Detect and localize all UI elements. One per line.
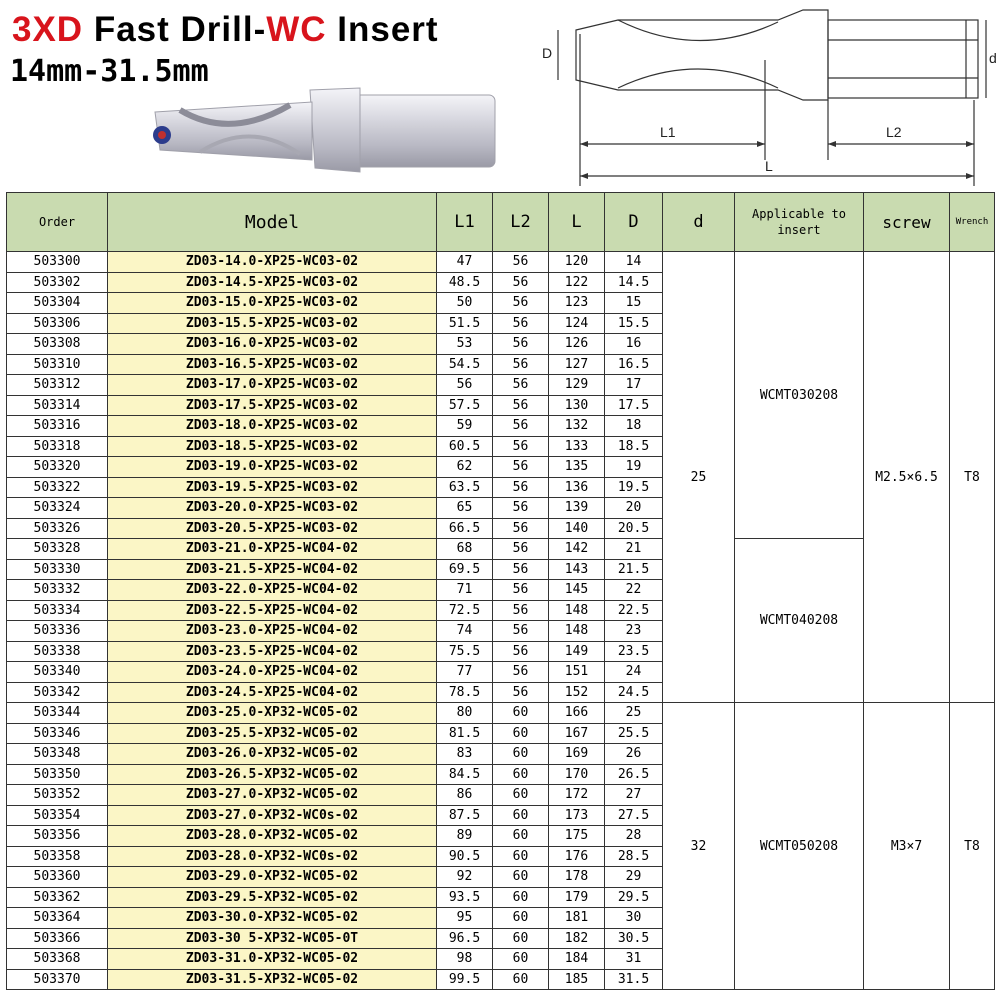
cell-l: 151	[549, 662, 605, 683]
cell-l1: 81.5	[437, 723, 493, 744]
cell-order: 503312	[7, 375, 108, 396]
page-title	[12, 8, 439, 52]
cell-d: 25	[605, 703, 663, 724]
cell-order: 503346	[7, 723, 108, 744]
header-insert-line2: insert	[777, 223, 821, 237]
cell-l: 148	[549, 600, 605, 621]
cell-model: ZD03-30 5-XP32-WC05-0T	[108, 928, 437, 949]
cell-l1: 84.5	[437, 764, 493, 785]
cell-l: 167	[549, 723, 605, 744]
cell-model: ZD03-24.0-XP25-WC04-02	[108, 662, 437, 683]
cell-l: 172	[549, 785, 605, 806]
cell-l: 170	[549, 764, 605, 785]
table-row	[7, 539, 995, 560]
cell-l1: 53	[437, 334, 493, 355]
cell-order: 503350	[7, 764, 108, 785]
header-insert	[735, 193, 864, 252]
cell-l1: 86	[437, 785, 493, 806]
cell-d: 31.5	[605, 969, 663, 990]
cell-l: 166	[549, 703, 605, 724]
cell-d: 20	[605, 498, 663, 519]
cell-l2: 56	[493, 354, 549, 375]
label-L: L	[765, 158, 773, 174]
title-suffix: Insert	[326, 10, 439, 49]
cell-d: 23	[605, 621, 663, 642]
cell-l1: 72.5	[437, 600, 493, 621]
cell-l2: 56	[493, 293, 549, 314]
cell-l1: 80	[437, 703, 493, 724]
cell-l: 135	[549, 457, 605, 478]
cell-l2: 60	[493, 908, 549, 929]
cell-l1: 74	[437, 621, 493, 642]
cell-model: ZD03-16.0-XP25-WC03-02	[108, 334, 437, 355]
cell-model: ZD03-20.5-XP25-WC03-02	[108, 518, 437, 539]
cell-l2: 60	[493, 764, 549, 785]
cell-l2: 56	[493, 518, 549, 539]
cell-order: 503306	[7, 313, 108, 334]
cell-l1: 78.5	[437, 682, 493, 703]
cell-model: ZD03-18.5-XP25-WC03-02	[108, 436, 437, 457]
cell-l: 143	[549, 559, 605, 580]
insert-wcmt030208: WCMT030208	[735, 252, 864, 539]
header-l: L	[549, 193, 605, 252]
cell-l2: 60	[493, 846, 549, 867]
cell-model: ZD03-22.5-XP25-WC04-02	[108, 600, 437, 621]
cell-l1: 87.5	[437, 805, 493, 826]
cell-model: ZD03-27.0-XP32-WC0s-02	[108, 805, 437, 826]
cell-l1: 65	[437, 498, 493, 519]
cell-l1: 98	[437, 949, 493, 970]
cell-l: 122	[549, 272, 605, 293]
cell-d: 27.5	[605, 805, 663, 826]
cell-d: 17	[605, 375, 663, 396]
cell-l2: 60	[493, 867, 549, 888]
technical-drawing	[528, 0, 1000, 190]
cell-model: ZD03-30.0-XP32-WC05-02	[108, 908, 437, 929]
cell-model: ZD03-19.5-XP25-WC03-02	[108, 477, 437, 498]
spec-table	[6, 192, 995, 990]
cell-d: 23.5	[605, 641, 663, 662]
drill-photo	[140, 80, 520, 190]
cell-order: 503366	[7, 928, 108, 949]
cell-l: 178	[549, 867, 605, 888]
cell-l2: 56	[493, 334, 549, 355]
cell-l2: 56	[493, 477, 549, 498]
size-range: 14mm-31.5mm	[10, 54, 209, 89]
cell-model: ZD03-14.0-XP25-WC03-02	[108, 252, 437, 273]
header-order: Order	[7, 193, 108, 252]
cell-l2: 56	[493, 375, 549, 396]
cell-l1: 66.5	[437, 518, 493, 539]
cell-l1: 59	[437, 416, 493, 437]
cell-d: 31	[605, 949, 663, 970]
cell-order: 503342	[7, 682, 108, 703]
table-row	[7, 252, 995, 273]
cell-model: ZD03-17.5-XP25-WC03-02	[108, 395, 437, 416]
title-accent: WC	[266, 10, 327, 49]
cell-l: 129	[549, 375, 605, 396]
cell-l1: 92	[437, 867, 493, 888]
cell-model: ZD03-27.0-XP32-WC05-02	[108, 785, 437, 806]
cell-model: ZD03-23.5-XP25-WC04-02	[108, 641, 437, 662]
cell-l2: 56	[493, 662, 549, 683]
cell-d: 28.5	[605, 846, 663, 867]
cell-l2: 56	[493, 272, 549, 293]
cell-l2: 60	[493, 928, 549, 949]
cell-model: ZD03-25.5-XP32-WC05-02	[108, 723, 437, 744]
cell-d: 16.5	[605, 354, 663, 375]
cell-l: 148	[549, 621, 605, 642]
cell-l2: 60	[493, 887, 549, 908]
cell-model: ZD03-20.0-XP25-WC03-02	[108, 498, 437, 519]
cell-model: ZD03-21.0-XP25-WC04-02	[108, 539, 437, 560]
cell-d: 29	[605, 867, 663, 888]
cell-l1: 89	[437, 826, 493, 847]
cell-d: 22	[605, 580, 663, 601]
cell-l: 124	[549, 313, 605, 334]
wrench-t8-b: T8	[950, 703, 995, 990]
cell-l1: 96.5	[437, 928, 493, 949]
wrench-t8-a: T8	[950, 252, 995, 703]
cell-l2: 56	[493, 621, 549, 642]
cell-order: 503324	[7, 498, 108, 519]
label-L2: L2	[886, 124, 902, 140]
cell-model: ZD03-29.5-XP32-WC05-02	[108, 887, 437, 908]
cell-l: 133	[549, 436, 605, 457]
cell-d: 19.5	[605, 477, 663, 498]
header-wrench: Wrench	[950, 193, 995, 252]
cell-d: 21.5	[605, 559, 663, 580]
cell-d: 19	[605, 457, 663, 478]
cell-l2: 56	[493, 436, 549, 457]
cell-d: 15	[605, 293, 663, 314]
cell-order: 503316	[7, 416, 108, 437]
cell-l2: 56	[493, 395, 549, 416]
cell-l1: 69.5	[437, 559, 493, 580]
cell-l2: 56	[493, 641, 549, 662]
label-D: D	[542, 45, 553, 61]
label-d: d	[989, 50, 997, 66]
cell-model: ZD03-15.5-XP25-WC03-02	[108, 313, 437, 334]
cell-l: 120	[549, 252, 605, 273]
cell-l1: 83	[437, 744, 493, 765]
cell-order: 503340	[7, 662, 108, 683]
cell-order: 503352	[7, 785, 108, 806]
cell-l2: 56	[493, 498, 549, 519]
cell-l2: 56	[493, 313, 549, 334]
cell-l1: 56	[437, 375, 493, 396]
cell-l: 145	[549, 580, 605, 601]
label-L1: L1	[660, 124, 676, 140]
cell-d: 21	[605, 539, 663, 560]
cell-l1: 77	[437, 662, 493, 683]
cell-d: 16	[605, 334, 663, 355]
cell-l1: 60.5	[437, 436, 493, 457]
cell-l: 175	[549, 826, 605, 847]
cell-model: ZD03-29.0-XP32-WC05-02	[108, 867, 437, 888]
cell-model: ZD03-28.0-XP32-WC0s-02	[108, 846, 437, 867]
cell-order: 503334	[7, 600, 108, 621]
cell-order: 503338	[7, 641, 108, 662]
cell-order: 503364	[7, 908, 108, 929]
cell-order: 503314	[7, 395, 108, 416]
cell-l2: 56	[493, 580, 549, 601]
cell-l1: 50	[437, 293, 493, 314]
cell-l1: 68	[437, 539, 493, 560]
cell-model: ZD03-16.5-XP25-WC03-02	[108, 354, 437, 375]
header-insert-line1: Applicable to	[752, 207, 846, 221]
cell-d: 30.5	[605, 928, 663, 949]
header-screw: screw	[864, 193, 950, 252]
cell-order: 503304	[7, 293, 108, 314]
screw-m3: M3×7	[864, 703, 950, 990]
header-l2: L2	[493, 193, 549, 252]
cell-order: 503336	[7, 621, 108, 642]
cell-order: 503322	[7, 477, 108, 498]
cell-l: 136	[549, 477, 605, 498]
insert-wcmt050208: WCMT050208	[735, 703, 864, 990]
cell-l2: 60	[493, 744, 549, 765]
cell-l: 184	[549, 949, 605, 970]
cell-d: 29.5	[605, 887, 663, 908]
cell-l1: 57.5	[437, 395, 493, 416]
cell-l2: 56	[493, 559, 549, 580]
cell-model: ZD03-21.5-XP25-WC04-02	[108, 559, 437, 580]
cell-d: 14.5	[605, 272, 663, 293]
screw-m25: M2.5×6.5	[864, 252, 950, 703]
cell-d: 25.5	[605, 723, 663, 744]
cell-order: 503356	[7, 826, 108, 847]
cell-l: 140	[549, 518, 605, 539]
cell-l1: 51.5	[437, 313, 493, 334]
cell-l1: 93.5	[437, 887, 493, 908]
cell-order: 503360	[7, 867, 108, 888]
cell-l2: 60	[493, 826, 549, 847]
cell-order: 503368	[7, 949, 108, 970]
cell-order: 503302	[7, 272, 108, 293]
header-l1: L1	[437, 193, 493, 252]
cell-order: 503358	[7, 846, 108, 867]
cell-order: 503344	[7, 703, 108, 724]
cell-d: 27	[605, 785, 663, 806]
cell-l1: 90.5	[437, 846, 493, 867]
cell-model: ZD03-31.5-XP32-WC05-02	[108, 969, 437, 990]
cell-l1: 71	[437, 580, 493, 601]
cell-d: 30	[605, 908, 663, 929]
cell-l: 173	[549, 805, 605, 826]
title-prefix: 3XD	[12, 10, 84, 49]
cell-model: ZD03-22.0-XP25-WC04-02	[108, 580, 437, 601]
cell-d: 22.5	[605, 600, 663, 621]
cell-l2: 60	[493, 723, 549, 744]
cell-d: 24.5	[605, 682, 663, 703]
cell-d: 18	[605, 416, 663, 437]
header-D: D	[605, 193, 663, 252]
cell-d: 24	[605, 662, 663, 683]
cell-l1: 95	[437, 908, 493, 929]
cell-l1: 48.5	[437, 272, 493, 293]
cell-model: ZD03-14.5-XP25-WC03-02	[108, 272, 437, 293]
diameter-shank-32: 32	[663, 703, 735, 990]
cell-order: 503354	[7, 805, 108, 826]
cell-l2: 60	[493, 805, 549, 826]
cell-l2: 60	[493, 969, 549, 990]
header-row	[7, 193, 995, 252]
cell-model: ZD03-25.0-XP32-WC05-02	[108, 703, 437, 724]
cell-l: 130	[549, 395, 605, 416]
cell-order: 503310	[7, 354, 108, 375]
cell-l: 123	[549, 293, 605, 314]
cell-d: 26.5	[605, 764, 663, 785]
cell-order: 503370	[7, 969, 108, 990]
cell-model: ZD03-15.0-XP25-WC03-02	[108, 293, 437, 314]
header-d: d	[663, 193, 735, 252]
cell-l: 152	[549, 682, 605, 703]
cell-l2: 60	[493, 949, 549, 970]
cell-l1: 99.5	[437, 969, 493, 990]
cell-d: 15.5	[605, 313, 663, 334]
cell-d: 14	[605, 252, 663, 273]
cell-model: ZD03-31.0-XP32-WC05-02	[108, 949, 437, 970]
cell-model: ZD03-26.5-XP32-WC05-02	[108, 764, 437, 785]
cell-l2: 56	[493, 600, 549, 621]
cell-order: 503332	[7, 580, 108, 601]
cell-l2: 56	[493, 416, 549, 437]
title-mid: Fast Drill-	[83, 10, 267, 49]
cell-l2: 56	[493, 457, 549, 478]
cell-l2: 60	[493, 785, 549, 806]
cell-model: ZD03-23.0-XP25-WC04-02	[108, 621, 437, 642]
cell-l2: 56	[493, 252, 549, 273]
cell-model: ZD03-28.0-XP32-WC05-02	[108, 826, 437, 847]
cell-l: 139	[549, 498, 605, 519]
cell-l: 185	[549, 969, 605, 990]
insert-wcmt040208: WCMT040208	[735, 539, 864, 703]
cell-l1: 62	[437, 457, 493, 478]
cell-l: 149	[549, 641, 605, 662]
cell-model: ZD03-17.0-XP25-WC03-02	[108, 375, 437, 396]
table-row	[7, 703, 995, 724]
cell-model: ZD03-24.5-XP25-WC04-02	[108, 682, 437, 703]
cell-d: 17.5	[605, 395, 663, 416]
cell-l1: 63.5	[437, 477, 493, 498]
cell-d: 20.5	[605, 518, 663, 539]
cell-l: 179	[549, 887, 605, 908]
cell-order: 503300	[7, 252, 108, 273]
cell-model: ZD03-19.0-XP25-WC03-02	[108, 457, 437, 478]
cell-l: 182	[549, 928, 605, 949]
cell-l: 181	[549, 908, 605, 929]
cell-l2: 56	[493, 682, 549, 703]
cell-order: 503308	[7, 334, 108, 355]
cell-order: 503320	[7, 457, 108, 478]
cell-l1: 54.5	[437, 354, 493, 375]
cell-order: 503348	[7, 744, 108, 765]
cell-l: 176	[549, 846, 605, 867]
spec-table-body	[7, 252, 995, 990]
header-model: Model	[108, 193, 437, 252]
cell-d: 26	[605, 744, 663, 765]
cell-l: 142	[549, 539, 605, 560]
cell-l: 169	[549, 744, 605, 765]
cell-l: 127	[549, 354, 605, 375]
cell-order: 503328	[7, 539, 108, 560]
cell-order: 503326	[7, 518, 108, 539]
cell-l1: 75.5	[437, 641, 493, 662]
cell-l: 132	[549, 416, 605, 437]
diameter-shank-25: 25	[663, 252, 735, 703]
cell-model: ZD03-26.0-XP32-WC05-02	[108, 744, 437, 765]
cell-d: 18.5	[605, 436, 663, 457]
cell-l2: 60	[493, 703, 549, 724]
cell-model: ZD03-18.0-XP25-WC03-02	[108, 416, 437, 437]
cell-d: 28	[605, 826, 663, 847]
cell-order: 503362	[7, 887, 108, 908]
cell-l1: 47	[437, 252, 493, 273]
cell-order: 503318	[7, 436, 108, 457]
cell-order: 503330	[7, 559, 108, 580]
cell-l2: 56	[493, 539, 549, 560]
cell-l: 126	[549, 334, 605, 355]
